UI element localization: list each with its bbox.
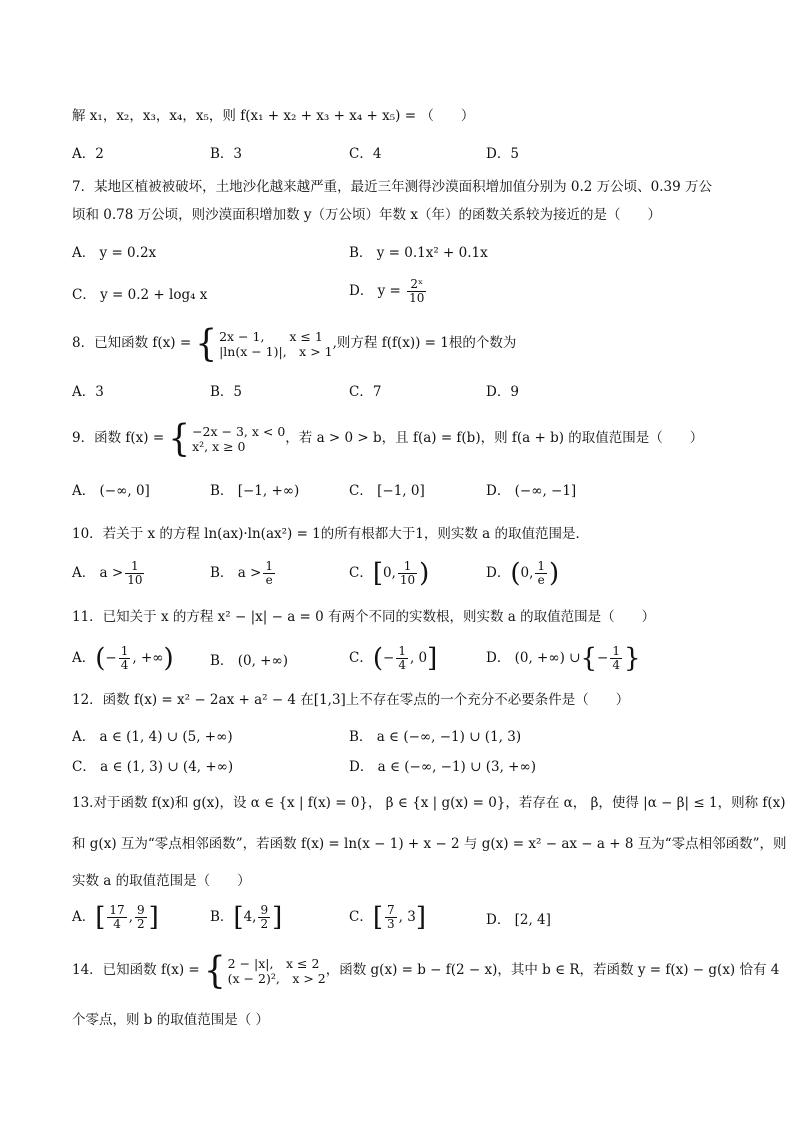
q13-option-b: B．[4, $\frac{9}{2}$ ]	[210, 902, 283, 933]
fraction: $\frac{9}{2}$	[260, 903, 269, 931]
fraction: $\frac{\text{2ˣ}}{10}$	[409, 277, 425, 305]
q12-option-c: C． a ∈ (1, 3) ∪ (4, +∞)	[72, 759, 234, 775]
q8-option-d: D．9	[486, 384, 519, 400]
q9-option-c: C． [−1, 0]	[349, 483, 425, 499]
piecewise-cases: 2 − |x|, x ≤ 2 (x − 2)², x > 2	[227, 955, 326, 986]
left-brace: {	[168, 416, 191, 461]
q12-option-d: D． a ∈ (−∞, −1) ∪ (3, +∞)	[349, 759, 536, 775]
q6-option-d: D．5	[486, 146, 519, 162]
question-13-line-3: 实数 a 的取值范围是（ ）	[72, 873, 251, 889]
fraction: $\frac{1}{10}$	[127, 559, 143, 587]
fraction: $\frac{1}{4}$	[120, 644, 129, 672]
question-7-line-1: 7．某地区植被被破坏，土地沙化越来越严重，最近三年测得沙漠面积增加值分别为 0.2 万公顷、0.39 万公	[72, 179, 712, 195]
question-7-line-2: 顷和 0.78 万公顷，则沙漠面积增加数 y（万公顷）年数 x（年）的函数关系较为接近的是（ ）	[72, 207, 661, 223]
fraction: $\frac{1}{4}$	[612, 644, 620, 672]
q9-option-d: D． (−∞, −1]	[486, 483, 577, 499]
q10-option-d: D．(0, $\frac{1}{e}$ )	[486, 558, 560, 589]
q11-option-a: A．(− $\frac{1}{4}$ , +∞)	[72, 643, 174, 674]
q11-option-d: D． (0, +∞) ∪{− $\frac{1}{4}$ }	[486, 643, 641, 674]
q9-option-b: B． [−1, +∞)	[210, 483, 300, 499]
q7-option-b: B． y = 0.1x² + 0.1x	[349, 245, 488, 261]
q9-option-a: A． (−∞, 0]	[72, 483, 150, 499]
q8-option-a: A．3	[72, 384, 104, 400]
q7-option-d: D． y = $\frac{\text{2ˣ}}{10}$	[349, 277, 425, 305]
question-14: 14．已知函数 f(x) = { 2 − |x|, x ≤ 2 (x − 2)², x > 2 ，函数 g(x) = b − f(2 − x)，其中 b ∈ R，若函数 y = f(x) − g(x) 恰有 4	[72, 948, 780, 993]
q12-option-b: B． a ∈ (−∞, −1) ∪ (1, 3)	[349, 729, 522, 745]
question-14-line-2: 个零点，则 b 的取值范围是（ ）	[72, 1012, 270, 1028]
question-11: 11．已知关于 x 的方程 x² − |x| − a = 0 有两个不同的实数根，则实数 a 的取值范围是（ ）	[72, 609, 656, 625]
q6-option-b: B．3	[210, 146, 243, 162]
question-13-line-1: 13.对于函数 f(x)和 g(x)，设 α ∈ {x | f(x) = 0}， β ∈ {x | g(x) = 0}，若存在 α， β，使得 |α − β| ≤ 1，则称 f(x)	[72, 795, 786, 811]
question-8: 8．已知函数 f(x) = { 2x − 1, x ≤ 1 |ln(x − 1)|, x > 1 ,则方程 f(f(x)) = 1根的个数为	[72, 321, 517, 366]
q8-option-c: C．7	[349, 384, 382, 400]
q7-option-c: C． y = 0.2 + log₄ x	[72, 287, 208, 303]
q11-option-b: B． (0, +∞)	[210, 653, 288, 669]
question-10: 10．若关于 x 的方程 ln(ax)·ln(ax²) = 1的所有根都大于1，则实数 a 的取值范围是．	[72, 526, 589, 542]
fraction: $\frac{17}{4}$	[109, 903, 125, 931]
question-9: 9．函数 f(x) = { −2x − 3, x < 0 x², x ≥ 0 ，若 a > 0 > b，且 f(a) = f(b)，则 f(a + b) 的取值范围是（ ）	[72, 416, 704, 461]
fraction: $\frac{1}{e}$	[537, 559, 546, 587]
question-6-tail: 解 x₁，x₂，x₃，x₄，x₅，则 f(x₁ + x₂ + x₃ + x₄ + x₅) = （ ）	[72, 108, 475, 124]
q8-option-b: B．5	[210, 384, 243, 400]
fraction: $\frac{9}{2}$	[136, 903, 145, 931]
q12-option-a: A． a ∈ (1, 4) ∪ (5, +∞)	[72, 729, 233, 745]
q10-option-c: C．[0, $\frac{1}{10}$ )	[349, 558, 430, 589]
fraction: $\frac{1}{e}$	[265, 559, 274, 587]
q13-option-a: A．[ $\frac{17}{4}$ , $\frac{9}{2}$ ]	[72, 902, 159, 933]
q10-option-b: B． a > $\frac{1}{e}$	[210, 559, 274, 587]
q6-option-c: C．4	[349, 146, 382, 162]
fraction: $\frac{1}{10}$	[399, 559, 416, 587]
fraction: $\frac{7}{3}$	[387, 903, 395, 931]
q6-option-a: A．2	[72, 146, 104, 162]
left-brace: {	[195, 321, 218, 366]
q10-option-a: A． a > $\frac{1}{10}$	[72, 559, 143, 587]
q7-option-a: A． y = 0.2x	[72, 245, 157, 261]
q13-option-d: D． [2, 4]	[486, 912, 551, 928]
piecewise-cases: 2x − 1, x ≤ 1 |ln(x − 1)|, x > 1	[219, 328, 333, 359]
q11-option-c: C．(− $\frac{1}{4}$ , 0]	[349, 643, 438, 674]
q13-option-c: C．[ $\frac{7}{3}$ , 3]	[349, 902, 426, 933]
left-brace: {	[204, 948, 226, 993]
question-13-line-2: 和 g(x) 互为“零点相邻函数”，若函数 f(x) = ln(x − 1) + x − 2 与 g(x) = x² − ax − a + 8 互为“零点相邻函数”，则	[72, 836, 787, 852]
piecewise-cases: −2x − 3, x < 0 x², x ≥ 0	[192, 423, 286, 454]
fraction: $\frac{1}{4}$	[398, 644, 406, 672]
question-12: 12．函数 f(x) = x² − 2ax + a² − 4 在[1,3]上不存在零点的一个充分不必要条件是（ ）	[72, 692, 630, 708]
